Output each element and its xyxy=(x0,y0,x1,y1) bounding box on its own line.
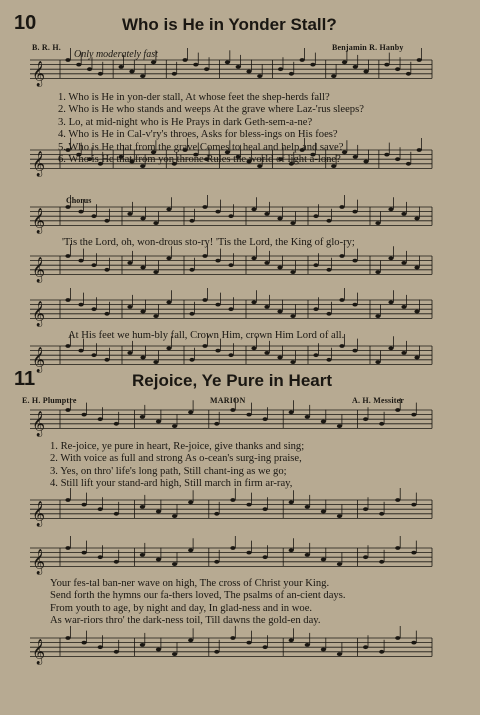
note-head xyxy=(156,558,161,562)
note-head xyxy=(278,67,283,71)
note-head xyxy=(395,157,400,161)
note-head xyxy=(114,422,119,426)
note-head xyxy=(395,546,400,550)
author-credit: E. H. Plumptre xyxy=(22,396,77,405)
note-head xyxy=(202,254,207,258)
note-head xyxy=(363,160,368,164)
note-head xyxy=(98,72,103,76)
note-head xyxy=(401,351,406,355)
note-head xyxy=(414,356,419,360)
note-head xyxy=(172,72,177,76)
note-head xyxy=(363,70,368,74)
note-head xyxy=(406,72,411,76)
chorus-line: At His feet we hum-bly fall, Crown Him, crown Him Lord of all. xyxy=(68,330,345,341)
note-head xyxy=(290,360,295,364)
note-head xyxy=(263,645,268,649)
clef-icon: 𝄞 xyxy=(32,501,46,527)
note-head xyxy=(114,560,119,564)
clef-icon: 𝄞 xyxy=(32,347,46,373)
note-head xyxy=(236,65,241,69)
note-head xyxy=(379,512,384,516)
composer-credit: A. H. Messiter xyxy=(352,396,405,405)
note-head xyxy=(65,636,70,640)
note-head xyxy=(140,415,145,419)
note-head xyxy=(290,270,295,274)
composer-credit: Benjamin R. Hanby xyxy=(332,43,404,52)
verse-line: 4. Still lift your stand-ard high, Still march in firm ar-ray, xyxy=(50,478,293,490)
note-head xyxy=(65,344,70,348)
note-head xyxy=(166,300,171,304)
note-head xyxy=(411,551,416,555)
note-head xyxy=(375,360,380,364)
hymn-number: 11 xyxy=(14,368,36,390)
note-head xyxy=(414,266,419,270)
note-head xyxy=(156,420,161,424)
note-head xyxy=(104,358,109,362)
note-head xyxy=(127,212,132,216)
note-head xyxy=(104,268,109,272)
note-head xyxy=(228,307,233,311)
note-head xyxy=(277,356,282,360)
note-head xyxy=(379,560,384,564)
note-head xyxy=(375,270,380,274)
note-head xyxy=(305,505,310,509)
note-head xyxy=(91,307,96,311)
clef-icon: 𝄞 xyxy=(32,151,46,177)
note-head xyxy=(98,555,103,559)
note-head xyxy=(326,219,331,223)
note-head xyxy=(172,514,177,518)
note-head xyxy=(263,507,268,511)
note-head xyxy=(188,410,193,414)
note-head xyxy=(337,562,342,566)
note-head xyxy=(140,217,145,221)
note-head xyxy=(384,63,389,67)
note-head xyxy=(127,305,132,309)
note-head xyxy=(352,259,357,263)
verse-line: 3. Lo, at mid-night who is He Prays in dark Geth-sem-a-ne? xyxy=(58,116,313,128)
note-head xyxy=(277,310,282,314)
note-head xyxy=(98,507,103,511)
note-head xyxy=(406,162,411,166)
verse-block xyxy=(50,578,345,628)
note-head xyxy=(388,300,393,304)
note-head xyxy=(339,344,344,348)
note-head xyxy=(172,562,177,566)
note-head xyxy=(114,512,119,516)
note-head xyxy=(82,413,87,417)
note-head xyxy=(289,638,294,642)
note-head xyxy=(104,312,109,316)
note-head xyxy=(300,58,305,62)
note-head xyxy=(290,314,295,318)
note-head xyxy=(193,63,198,67)
note-head xyxy=(326,312,331,316)
verse-line: 3. Yes, on thro' life's long path, Still chant-ing as we go; xyxy=(50,465,287,477)
verse-line: 2. Who is He who stands and weeps At the grave where Laz-'rus sleeps? xyxy=(58,104,364,116)
note-head xyxy=(166,256,171,260)
note-head xyxy=(188,638,193,642)
note-head xyxy=(78,210,83,214)
note-head xyxy=(78,303,83,307)
note-head xyxy=(401,261,406,265)
note-head xyxy=(313,307,318,311)
clef-icon: 𝄞 xyxy=(32,639,46,665)
verse-line: 2. With voice as full and strong As o-cean's surg-ing praise, xyxy=(50,453,302,465)
note-head xyxy=(98,417,103,421)
note-head xyxy=(388,207,393,211)
verse-line: 1. Who is He in yon-der stall, At whose feet the shep-herds fall? xyxy=(58,92,330,103)
verse-line: 1. Re-joice, ye pure in heart, Re-joice, give thanks and sing; xyxy=(50,441,305,452)
note-head xyxy=(305,643,310,647)
note-head xyxy=(214,422,219,426)
note-head xyxy=(264,261,269,265)
note-head xyxy=(214,650,219,654)
note-head xyxy=(188,548,193,552)
hymn-title: Rejoice, Ye Pure in Heart xyxy=(132,371,332,390)
note-head xyxy=(411,503,416,507)
note-head xyxy=(321,510,326,514)
note-head xyxy=(151,60,156,64)
note-head xyxy=(277,217,282,221)
clef-icon: 𝄞 xyxy=(32,208,46,234)
note-head xyxy=(65,546,70,550)
note-head xyxy=(246,641,251,645)
note-head xyxy=(202,298,207,302)
note-head xyxy=(129,70,134,74)
note-head xyxy=(182,58,187,62)
note-head xyxy=(414,310,419,314)
note-head xyxy=(289,410,294,414)
note-head xyxy=(91,263,96,267)
note-head xyxy=(230,408,235,412)
note-head xyxy=(172,424,177,428)
note-head xyxy=(326,268,331,272)
clef-icon: 𝄞 xyxy=(32,411,46,437)
note-head xyxy=(331,74,336,78)
note-head xyxy=(384,153,389,157)
note-head xyxy=(246,551,251,555)
note-head xyxy=(204,67,209,71)
note-head xyxy=(313,214,318,218)
note-head xyxy=(78,259,83,263)
note-head xyxy=(119,65,124,69)
note-head xyxy=(352,210,357,214)
note-head xyxy=(326,358,331,362)
note-head xyxy=(339,298,344,302)
note-head xyxy=(104,219,109,223)
note-head xyxy=(290,221,295,225)
note-head xyxy=(337,514,342,518)
note-head xyxy=(166,346,171,350)
note-head xyxy=(127,351,132,355)
verse-block xyxy=(50,441,304,491)
note-head xyxy=(91,353,96,357)
note-head xyxy=(246,70,251,74)
note-head xyxy=(411,641,416,645)
note-head xyxy=(166,207,171,211)
note-head xyxy=(189,358,194,362)
note-head xyxy=(215,210,220,214)
note-head xyxy=(153,360,158,364)
note-head xyxy=(140,74,145,78)
note-head xyxy=(321,558,326,562)
note-head xyxy=(65,298,70,302)
note-head xyxy=(251,256,256,260)
verse-line: From youth to age, by night and day, In glad-ness and in woe. xyxy=(50,602,313,614)
note-head xyxy=(228,353,233,357)
note-head xyxy=(363,507,368,511)
note-head xyxy=(228,214,233,218)
note-head xyxy=(188,500,193,504)
note-head xyxy=(156,510,161,514)
note-head xyxy=(342,60,347,64)
note-head xyxy=(251,300,256,304)
note-head xyxy=(305,415,310,419)
note-head xyxy=(140,356,145,360)
note-head xyxy=(215,303,220,307)
note-head xyxy=(65,254,70,258)
note-head xyxy=(65,408,70,412)
note-head xyxy=(189,312,194,316)
clef-icon: 𝄞 xyxy=(32,61,46,87)
note-head xyxy=(230,498,235,502)
note-head xyxy=(353,65,358,69)
note-head xyxy=(289,500,294,504)
note-head xyxy=(91,214,96,218)
note-head xyxy=(375,221,380,225)
note-head xyxy=(289,72,294,76)
hymn-title: Who is He in Yonder Stall? xyxy=(122,15,337,34)
note-head xyxy=(202,344,207,348)
tune-name: MARION xyxy=(210,396,246,405)
note-head xyxy=(215,259,220,263)
note-head xyxy=(264,212,269,216)
note-head xyxy=(379,650,384,654)
note-head xyxy=(263,555,268,559)
note-head xyxy=(411,413,416,417)
note-head xyxy=(214,512,219,516)
note-head xyxy=(189,219,194,223)
verse-line: Send forth the hymns our fa-thers loved, The psalms of an-cient days. xyxy=(50,590,346,602)
note-head xyxy=(65,205,70,209)
note-head xyxy=(289,548,294,552)
clef-icon: 𝄞 xyxy=(32,549,46,575)
note-head xyxy=(251,346,256,350)
note-head xyxy=(321,420,326,424)
verse-line: As war-riors thro' the dark-ness toil, Till dawns the gold-en day. xyxy=(50,615,321,627)
chorus-line: 'Tis the Lord, oh, won-drous sto-ry! 'Tis the Lord, the King of glo-ry; xyxy=(62,237,355,248)
note-head xyxy=(230,546,235,550)
note-head xyxy=(214,560,219,564)
note-head xyxy=(401,305,406,309)
note-head xyxy=(277,266,282,270)
note-head xyxy=(189,268,194,272)
author-credit: B. R. H. xyxy=(32,43,61,52)
note-head xyxy=(395,636,400,640)
note-head xyxy=(140,310,145,314)
note-head xyxy=(363,417,368,421)
note-head xyxy=(65,498,70,502)
note-head xyxy=(417,58,422,62)
note-head xyxy=(140,505,145,509)
note-head xyxy=(395,498,400,502)
verse-block xyxy=(58,92,364,166)
note-head xyxy=(215,349,220,353)
note-head xyxy=(305,553,310,557)
note-head xyxy=(395,67,400,71)
note-head xyxy=(156,648,161,652)
note-head xyxy=(379,422,384,426)
note-head xyxy=(310,63,315,67)
note-head xyxy=(230,636,235,640)
note-head xyxy=(82,503,87,507)
note-head xyxy=(363,555,368,559)
note-head xyxy=(225,60,230,64)
note-head xyxy=(202,205,207,209)
note-head xyxy=(153,270,158,274)
note-head xyxy=(313,263,318,267)
verse-line: 4. Who is He in Cal-v'ry's throes, Asks for bless-ings on His foes? xyxy=(58,129,338,141)
note-head xyxy=(388,346,393,350)
note-head xyxy=(321,648,326,652)
note-head xyxy=(172,652,177,656)
note-head xyxy=(401,212,406,216)
note-head xyxy=(339,254,344,258)
note-head xyxy=(140,266,145,270)
note-head xyxy=(395,408,400,412)
verse-line: Your fes-tal ban-ner wave on high, The cross of Christ your King. xyxy=(50,578,330,589)
note-head xyxy=(417,148,422,152)
note-head xyxy=(82,641,87,645)
note-head xyxy=(251,207,256,211)
note-head xyxy=(228,263,233,267)
note-head xyxy=(65,58,70,62)
clef-icon: 𝄞 xyxy=(32,301,46,327)
verse-line: 6. Who is He that from yon throne Rules the world of light a-lone? xyxy=(58,154,341,166)
note-head xyxy=(246,413,251,417)
clef-icon: 𝄞 xyxy=(32,257,46,283)
note-head xyxy=(352,349,357,353)
note-head xyxy=(127,261,132,265)
note-head xyxy=(339,205,344,209)
verse-line: 5. Who is He that from the grave Comes to heal and help and save? xyxy=(58,141,344,153)
note-head xyxy=(257,74,262,78)
note-head xyxy=(313,353,318,357)
note-head xyxy=(264,305,269,309)
note-head xyxy=(352,303,357,307)
note-head xyxy=(153,314,158,318)
note-head xyxy=(246,503,251,507)
note-head xyxy=(87,67,92,71)
note-head xyxy=(263,417,268,421)
note-head xyxy=(363,645,368,649)
note-head xyxy=(414,217,419,221)
hymn-number: 10 xyxy=(14,12,37,34)
note-head xyxy=(337,424,342,428)
note-head xyxy=(375,314,380,318)
note-head xyxy=(76,63,81,67)
note-head xyxy=(78,349,83,353)
note-head xyxy=(82,551,87,555)
tempo-marking: Only moderately fast xyxy=(74,49,158,60)
note-head xyxy=(140,553,145,557)
note-head xyxy=(140,643,145,647)
chorus-label: Chorus xyxy=(66,196,92,205)
note-head xyxy=(98,645,103,649)
note-head xyxy=(264,351,269,355)
note-head xyxy=(388,256,393,260)
note-head xyxy=(114,650,119,654)
note-head xyxy=(153,221,158,225)
note-head xyxy=(337,652,342,656)
